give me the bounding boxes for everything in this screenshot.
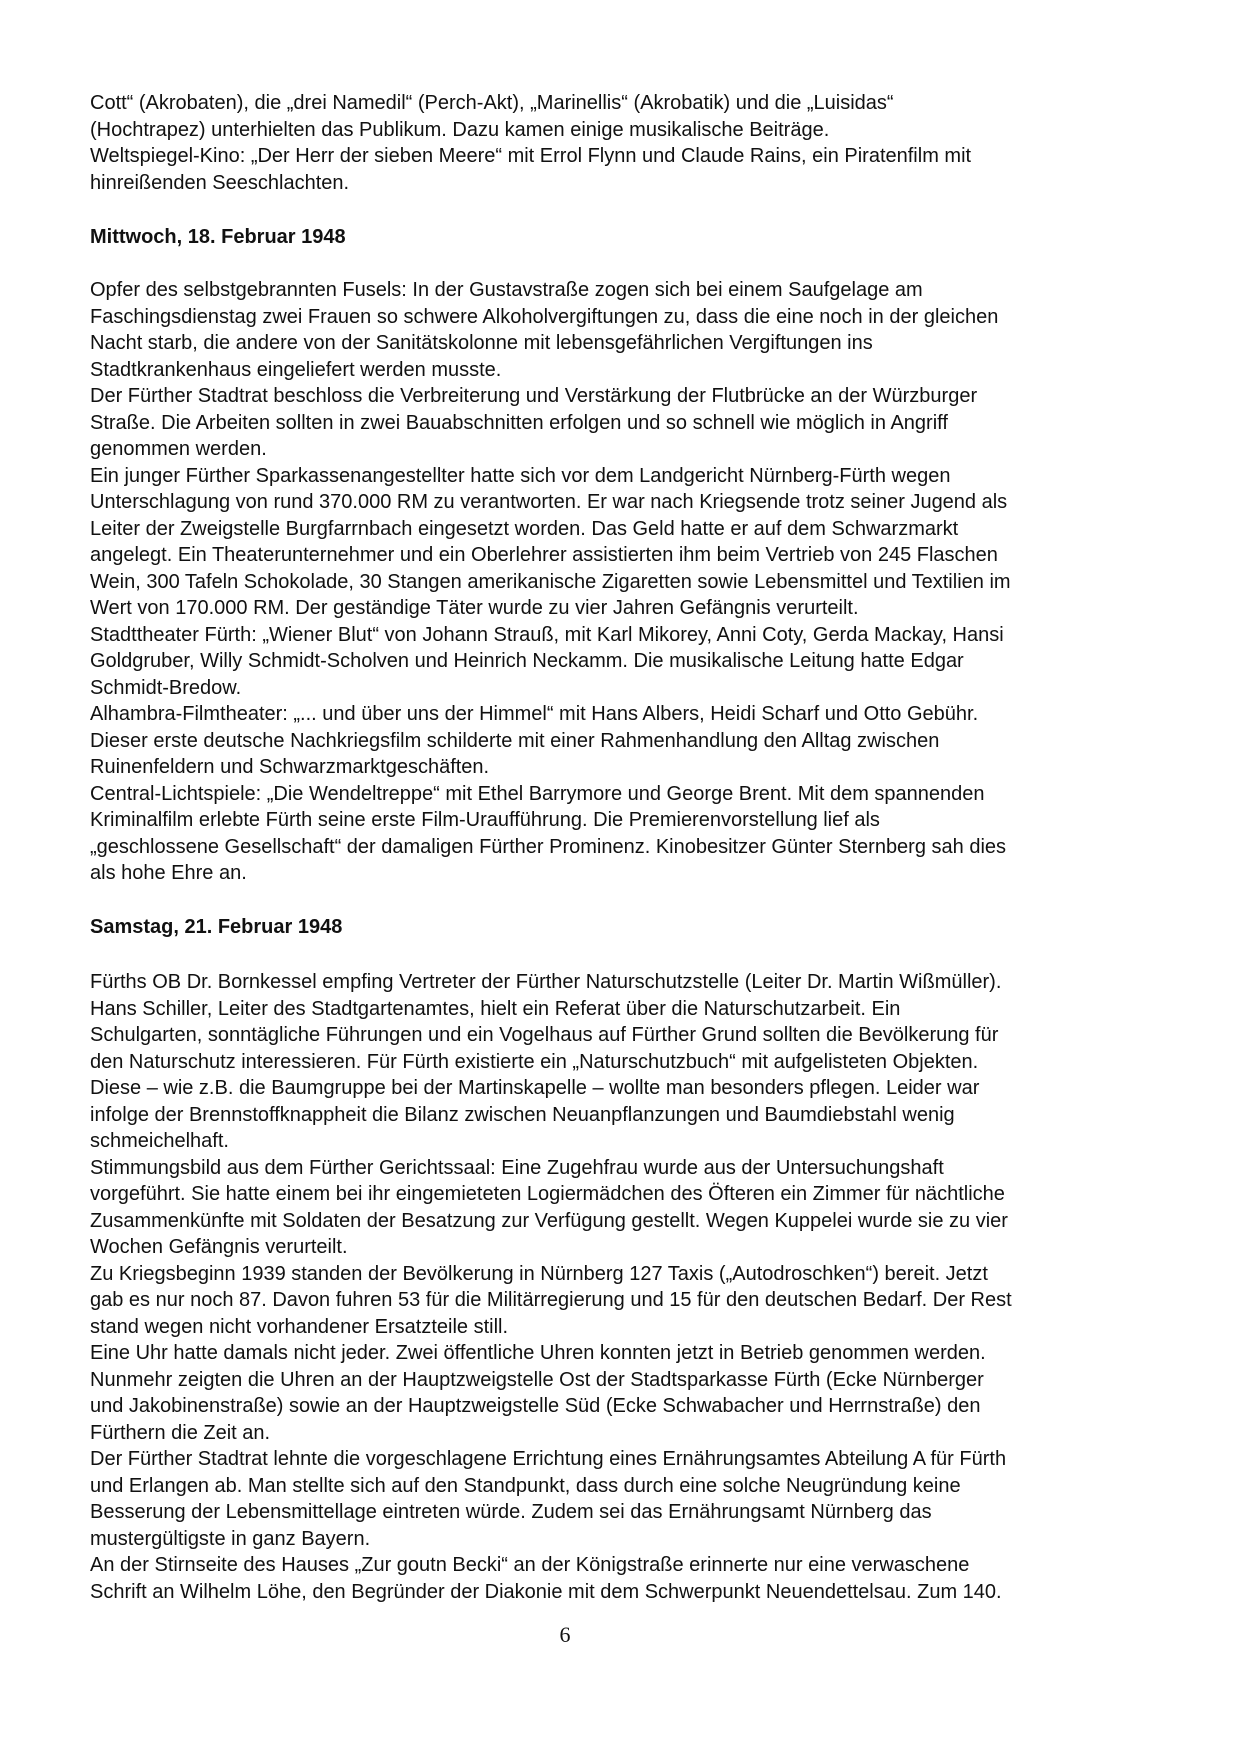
text-line: Weltspiegel-Kino: „Der Herr der sieben Meere“ mit Errol Flynn und Claude Rains, ein Piratenfilm mit xyxy=(90,145,972,167)
text-line: Goldgruber, Willy Schmidt-Scholven und Heinrich Neckamm. Die musikalische Leitung hatte Edgar xyxy=(90,650,964,672)
page-number: 6 xyxy=(559,1622,571,1647)
text-line: Besserung der Lebensmittellage eintreten würde. Zudem sei das Ernährungsamt Nürnberg das xyxy=(90,1501,932,1523)
text-line: Ein junger Fürther Sparkassenangestellter hatte sich vor dem Landgericht Nürnberg-Fürth wegen xyxy=(90,464,951,487)
text-line: hinreißenden Seeschlachten. xyxy=(90,171,350,194)
text-line: Cott“ (Akrobaten), die „drei Namedil“ (Perch-Akt), „Marinellis“ (Akrobatik) und die „Luisidas“ xyxy=(90,92,894,114)
text-line: und Erlangen ab. Man stellte sich auf den Standpunkt, dass durch eine solche Neugründung keine xyxy=(90,1474,961,1497)
text-line: Zusammenkünfte mit Soldaten der Besatzung zur Verfügung gestellt. Wegen Kuppelei wurde sie zu vier xyxy=(90,1209,1008,1232)
heading-text: Mittwoch, 18. Februar 1948 xyxy=(90,226,346,248)
text-line: infolge der Brennstoffknappheit die Bilanz zwischen Neuanpflanzungen und Baumdiebstahl wenig xyxy=(90,1103,955,1126)
text-line: Fürths OB Dr. Bornkessel empfing Vertreter der Fürther Naturschutzstelle (Leiter Dr. Martin Wißmüller). xyxy=(90,971,1002,993)
text-line: Wein, 300 Tafeln Schokolade, 30 Stangen amerikanische Zigaretten sowie Lebensmittel und Textilien im xyxy=(90,570,1011,593)
paragraph-block xyxy=(90,969,1180,1605)
text-line: Hans Schiller, Leiter des Stadtgartenamtes, hielt ein Referat über die Naturschutzarbeit. Ein xyxy=(90,997,901,1020)
text-line: Schulgarten, sonntägliche Führungen und ein Vogelhaus auf Fürther Grund sollten die Bevölkerung für xyxy=(90,1024,999,1046)
text-line: Dieser erste deutsche Nachkriegsfilm schilderte mit einer Rahmenhandlung den Alltag zwischen xyxy=(90,729,940,752)
text-line: Nacht starb, die andere von der Sanitätskolonne mit lebensgefährlichen Vergiftungen ins xyxy=(90,332,873,354)
text-line: Eine Uhr hatte damals nicht jeder. Zwei öffentliche Uhren konnten jetzt in Betrieb genommen werden. xyxy=(90,1342,986,1364)
text-line: Fürthern die Zeit an. xyxy=(90,1421,271,1444)
text-line: Stadttheater Fürth: „Wiener Blut“ von Johann Strauß, mit Karl Mikorey, Anni Coty, Gerda Mackay, Hansi xyxy=(90,623,1004,646)
text-line: mustergültigste in ganz Bayern. xyxy=(90,1527,371,1550)
text-line: An der Stirnseite des Hauses „Zur goutn Becki“ an der Königstraße erinnerte nur eine verwaschene xyxy=(90,1554,970,1576)
text-line: gab es nur noch 87. Davon fuhren 53 für die Militärregierung und 15 für den deutschen Bedarf. Der Rest xyxy=(90,1289,1012,1311)
text-line: Nunmehr zeigten die Uhren an der Hauptzweigstelle Ost der Stadtsparkasse Fürth (Ecke Nürnberger xyxy=(90,1368,984,1391)
text-line: Faschingsdienstag zwei Frauen so schwere Alkoholvergiftungen zu, dass die eine noch in der gleichen xyxy=(90,305,999,328)
text-line: schmeichelhaft. xyxy=(90,1130,229,1152)
text-line: stand wegen nicht vorhandener Ersatzteile still. xyxy=(90,1315,509,1338)
date-heading xyxy=(90,224,1180,251)
text-line: Straße. Die Arbeiten sollten in zwei Bauabschnitten erfolgen und so schnell wie möglich in Angriff xyxy=(90,411,948,434)
text-line: und Jakobinenstraße) sowie an der Hauptzweigstelle Süd (Ecke Schwabacher und Herrnstraße) den xyxy=(90,1395,981,1417)
text-line: Leiter der Zweigstelle Burgfarrnbach eingesetzt worden. Das Geld hatte er auf dem Schwarzmarkt xyxy=(90,517,959,540)
text-line: (Hochtrapez) unterhielten das Publikum. Dazu kamen einige musikalische Beiträge. xyxy=(90,118,830,141)
text-line: Unterschlagung von rund 370.000 RM zu verantworten. Er war nach Kriegsende trotz seiner Jugend als xyxy=(90,491,1008,513)
text-line: „geschlossene Gesellschaft“ der damaligen Fürther Prominenz. Kinobesitzer Günter Sternberg sah dies xyxy=(90,835,1007,858)
text-line: Stimmungsbild aus dem Fürther Gerichtssaal: Eine Zugehfrau wurde aus der Untersuchungshaft xyxy=(90,1156,944,1179)
text-line: Wochen Gefängnis verurteilt. xyxy=(90,1236,348,1258)
text-line: vorgeführt. Sie hatte einem bei ihr eingemieteten Logiermädchen des Öfteren ein Zimmer für nächtliche xyxy=(90,1183,1005,1205)
text-line: Der Fürther Stadtrat lehnte die vorgeschlagene Errichtung eines Ernährungsamtes Abteilung A für Fürth xyxy=(90,1448,1007,1470)
text-line: genommen werden. xyxy=(90,438,267,460)
date-heading xyxy=(90,914,1180,941)
text-line: Ruinenfeldern und Schwarzmarktgeschäften. xyxy=(90,756,490,778)
text-line: Alhambra-Filmtheater: „... und über uns der Himmel“ mit Hans Albers, Heidi Scharf und Otto Gebühr. xyxy=(90,703,979,725)
text-line: Opfer des selbstgebrannten Fusels: In der Gustavstraße zogen sich bei einem Saufgelage am xyxy=(90,279,923,301)
text-line: Stadtkrankenhaus eingeliefert werden musste. xyxy=(90,358,502,381)
text-line: Der Fürther Stadtrat beschloss die Verbreiterung und Verstärkung der Flutbrücke an der Würzburger xyxy=(90,385,978,407)
text-line: Central-Lichtspiele: „Die Wendeltreppe“ mit Ethel Barrymore und George Brent. Mit dem spannenden xyxy=(90,782,985,805)
text-line: angelegt. Ein Theaterunternehmer und ein Oberlehrer assistierten ihm beim Vertrieb von 245 Flaschen xyxy=(90,544,998,566)
text-line: Zu Kriegsbeginn 1939 standen der Bevölkerung in Nürnberg 127 Taxis („Autodroschken“) bereit. Jetzt xyxy=(90,1262,988,1285)
text-line: Schmidt-Bredow. xyxy=(90,676,242,699)
text-line: Diese – wie z.B. die Baumgruppe bei der Martinskapelle – wollte man besonders pflegen. Leider war xyxy=(90,1077,980,1099)
heading-text: Samstag, 21. Februar 1948 xyxy=(90,916,343,938)
text-line: Wert von 170.000 RM. Der geständige Täter wurde zu vier Jahren Gefängnis verurteilt. xyxy=(90,597,859,619)
text-line: Schrift an Wilhelm Löhe, den Begründer der Diakonie mit dem Schwerpunkt Neuendettelsau. Zum 140. xyxy=(90,1580,1002,1603)
paragraph-block xyxy=(90,277,1180,887)
text-line: als hohe Ehre an. xyxy=(90,862,247,884)
text-line: Kriminalfilm erlebte Fürth seine erste Film-Uraufführung. Die Premierenvorstellung lief als xyxy=(90,809,880,831)
paragraph-block xyxy=(90,90,1180,196)
text-line: den Naturschutz interessieren. Für Fürth existierte ein „Naturschutzbuch“ mit aufgelisteten Objekten. xyxy=(90,1050,979,1073)
